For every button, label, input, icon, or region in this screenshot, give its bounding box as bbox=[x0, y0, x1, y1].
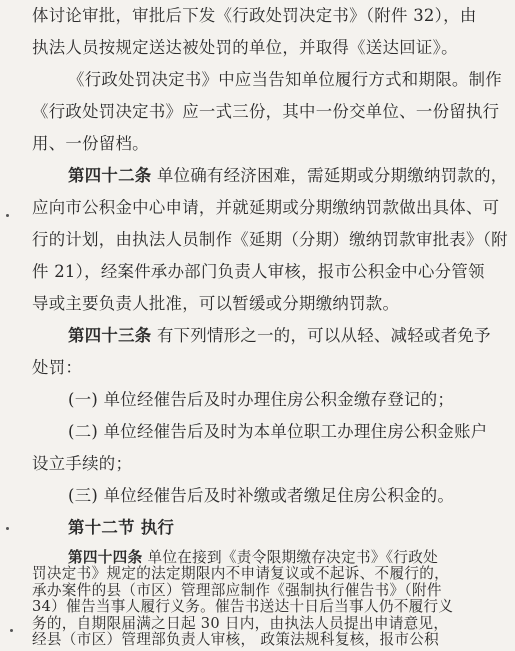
text-line: 处罚： bbox=[32, 358, 83, 377]
text-line: 《行政处罚决定书》中应当告知单位履行方式和期限。制作 bbox=[68, 70, 502, 89]
text-line: 34）催告当事人履行义务。催告书送达十日后当事人仍不履行义 bbox=[32, 598, 454, 616]
text-line: 《行政处罚决定书》应一式三份，其中一份交单位、一份留执行 bbox=[32, 102, 500, 121]
article-44-line: 第四十四条 单位在接到《责令限期缴存决定书》《行政处 bbox=[68, 549, 439, 566]
text-line: 件 21），经案件承办部门负责人审核，报市公积金中心分管领 bbox=[32, 262, 485, 281]
text-line: 罚决定书》规定的法定期限内不申请复议或不起诉、不履行的， bbox=[32, 565, 450, 583]
list-item: (一) 单位经催告后及时办理住房公积金缴存登记的； bbox=[68, 390, 455, 409]
article-heading: 第四十二条 bbox=[68, 166, 152, 185]
text-line: 行的计划，由执法人员制作《延期（分期）缴纳罚款审批表》（附 bbox=[32, 230, 508, 249]
text-line: 承办案件的县（市区）管理部应制作《强制执行催告书》（附件 bbox=[32, 581, 442, 599]
article-43-line: 第四十三条 有下列情形之一的，可以从轻、减轻或者免予 bbox=[68, 326, 491, 345]
text-line: 导或主要负责人批准，可以暂缓或分期缴纳罚款。 bbox=[32, 294, 400, 313]
text-line: 用、一份留档。 bbox=[32, 134, 149, 153]
text-line: 设立手续的； bbox=[32, 454, 133, 473]
text-line: 应向市公积金中心申请，并就延期或分期缴纳罚款做出具体、可 bbox=[32, 198, 500, 217]
text-line-hidden: 经县（市区）管理部负责人审核， 政策法规科复核，报市公积 bbox=[32, 631, 440, 648]
scan-speck bbox=[6, 214, 9, 217]
text-line-hidden: 务的，自期限届满之日起 30 日内，由执法人员提出申请意见， bbox=[32, 614, 449, 632]
article-42-line: 第四十二条 单位确有经济困难，需延期或分期缴纳罚款的， bbox=[68, 166, 508, 185]
section-heading: 第十二节 执行 bbox=[68, 518, 175, 537]
article-heading: 第四十四条 bbox=[68, 549, 143, 566]
scan-speck bbox=[10, 629, 13, 632]
list-item: (二) 单位经催告后及时为本单位职工办理住房公积金账户 bbox=[68, 422, 488, 441]
list-item: (三) 单位经催告后及时补缴或者缴足住房公积金的。 bbox=[68, 486, 455, 505]
article-heading: 第四十三条 bbox=[68, 326, 152, 345]
text-line: 执法人员按规定送达被处罚的单位，并取得《送达回证》。 bbox=[32, 38, 458, 57]
scan-speck bbox=[6, 527, 9, 530]
text-line: 体讨论审批，审批后下发《行政处罚决定书》（附件 32），由 bbox=[32, 6, 477, 25]
